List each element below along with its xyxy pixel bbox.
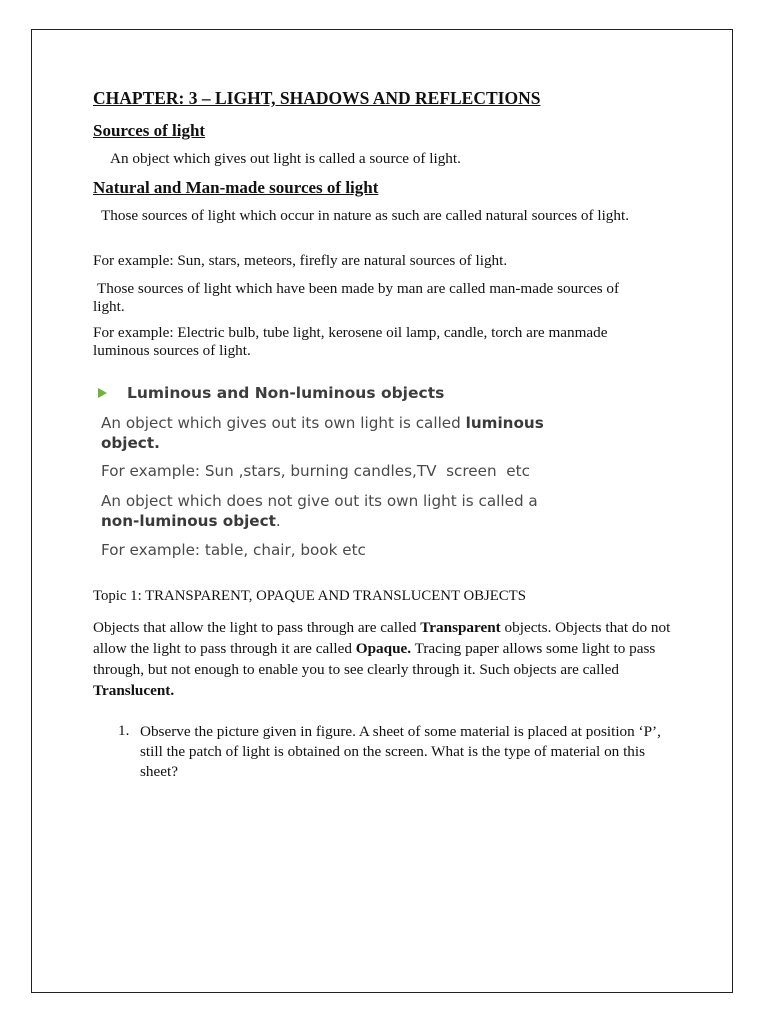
natural-example: For example: Sun, stars, meteors, firefly are natural sources of light.: [93, 252, 508, 269]
luminous-definition-text: An object which gives out its own light is called: [101, 414, 466, 432]
natural-manmade-heading: Natural and Man-made sources of light: [93, 178, 379, 197]
transparent-term: Transparent: [420, 619, 501, 636]
nonluminous-definition: [101, 491, 561, 531]
question-number: 1.: [118, 722, 130, 739]
luminous-example: For example: Sun ,stars, burning candles,TV screen etc: [101, 462, 530, 480]
luminous-definition: [101, 413, 571, 453]
nonluminous-definition-text: An object which does not give out its own light is called a: [101, 492, 538, 510]
arrow-bullet-icon: [98, 388, 107, 398]
luminous-box-heading: Luminous and Non-luminous objects: [127, 384, 445, 402]
topic1-text-2: objects. Objects that do not allow the light to pass through it are called: [93, 619, 671, 657]
opaque-term: Opaque.: [355, 640, 412, 657]
topic1-paragraph: [93, 617, 683, 701]
nonluminous-example: For example: table, chair, book etc: [101, 541, 366, 559]
chapter-title: CHAPTER: 3 – LIGHT, SHADOWS AND REFLECTIONS: [93, 88, 541, 108]
nonluminous-definition-end: .: [275, 512, 281, 530]
nonluminous-term: non-luminous object: [101, 512, 276, 530]
topic1-text-1: Objects that allow the light to pass through are called: [93, 619, 421, 636]
sources-text: An object which gives out light is called a source of light.: [110, 150, 461, 167]
luminous-term: luminous object.: [101, 414, 544, 452]
topic1-heading: Topic 1: TRANSPARENT, OPAQUE AND TRANSLUCENT OBJECTS: [93, 588, 526, 604]
manmade-definition: Those sources of light which have been made by man are called man-made sources of light.: [93, 280, 620, 315]
topic1-text-3: Tracing paper allows some light to pass through, but not enough to enable you to see clearly through it. Such objects are called: [93, 640, 656, 678]
translucent-term: Translucent.: [93, 682, 175, 699]
natural-definition: Those sources of light which occur in nature as such are called natural sources of light.: [101, 207, 630, 224]
manmade-example: For example: Electric bulb, tube light, kerosene oil lamp, candle, torch are manmade luminous sources of light.: [93, 324, 608, 359]
question-text: Observe the picture given in figure. A sheet of some material is placed at position ‘P’, still the patch of light is obtained on the screen. What is the type of material on this sheet?: [140, 723, 661, 780]
sources-heading: Sources of light: [93, 121, 206, 140]
